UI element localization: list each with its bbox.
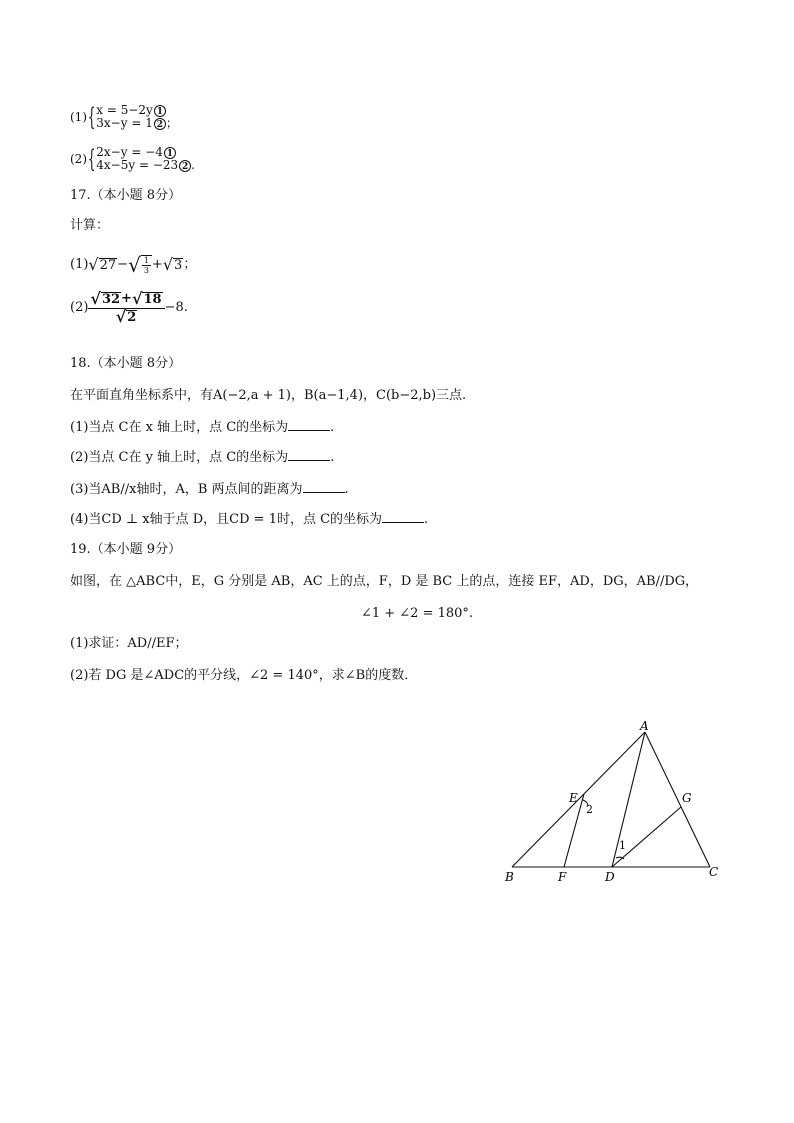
radicand-27: 27 bbox=[99, 258, 117, 273]
q2-tail: −8. bbox=[164, 299, 188, 315]
sqrt-one-third bbox=[128, 254, 152, 276]
system-1-label: (1) bbox=[70, 110, 87, 124]
radical-icon: √ bbox=[88, 255, 99, 274]
triangle-figure bbox=[500, 720, 730, 890]
sys1-tail: ； bbox=[165, 116, 178, 130]
p17-intro: 计算： bbox=[70, 218, 110, 233]
label-d: D bbox=[605, 870, 615, 884]
p18-heading: 18.（本小题 8分） bbox=[70, 356, 182, 371]
period: . bbox=[330, 450, 335, 465]
sys1-eq2: 3x−y = 1 bbox=[96, 116, 153, 130]
radicand-32: 32 bbox=[101, 292, 121, 307]
p17-q2 bbox=[70, 290, 188, 325]
radical-icon: √ bbox=[90, 289, 101, 308]
p18-q2-text: (2)当点 C在 y 轴上时，点 C的坐标为 bbox=[70, 450, 289, 465]
label-angle-2: 2 bbox=[586, 803, 593, 816]
answer-blank bbox=[382, 510, 424, 523]
p18-q2 bbox=[70, 448, 334, 466]
label-f: F bbox=[558, 870, 567, 884]
p17-q1 bbox=[70, 254, 196, 276]
radicand-3: 3 bbox=[174, 258, 183, 273]
label-a: A bbox=[640, 720, 649, 733]
p18-q1-text: (1)当点 C在 x 轴上时，点 C的坐标为 bbox=[70, 420, 289, 435]
fraction-numerator: 1 bbox=[143, 256, 149, 265]
label-c: C bbox=[709, 865, 719, 879]
p19-q1: (1)求证：AD//EF； bbox=[70, 636, 188, 651]
p18-intro: 在平面直角坐标系中，有A(−2,a + 1)，B(a−1,4)，C(b−2,b)三点. bbox=[70, 388, 467, 403]
p17-heading: 17.（本小题 8分） bbox=[70, 188, 182, 203]
label-e: E bbox=[569, 791, 578, 805]
circled-one-icon: 1 bbox=[154, 105, 166, 117]
side-ac bbox=[645, 732, 710, 867]
p18-q4 bbox=[70, 510, 428, 528]
radical-icon: √ bbox=[115, 307, 127, 326]
fraction-denominator: 3 bbox=[143, 266, 149, 275]
circled-two-icon: 2 bbox=[154, 118, 166, 130]
fraction-numerator bbox=[88, 290, 164, 309]
period: . bbox=[424, 512, 429, 527]
period: . bbox=[330, 420, 335, 435]
p18-q4-text: (4)当CD ⊥ x轴于点 D，且CD = 1时，点 C的坐标为 bbox=[70, 512, 383, 527]
sys1-eq1: x = 5−2y bbox=[96, 103, 153, 117]
radical-icon: √ bbox=[131, 289, 143, 308]
p19-q2: (2)若 DG 是∠ADC的平分线，∠2 = 140°，求∠B的度数． bbox=[70, 668, 418, 683]
answer-blank bbox=[288, 418, 330, 431]
minus-sign: − bbox=[117, 257, 129, 272]
sqrt-27 bbox=[88, 257, 117, 273]
label-angle-1: 1 bbox=[619, 839, 626, 852]
q2-label: (2) bbox=[70, 299, 89, 315]
brace-icon: { bbox=[87, 103, 96, 131]
sqrt-3 bbox=[163, 257, 183, 273]
fraction-sqrt bbox=[88, 290, 164, 325]
p18-q3-text: (3)当AB//x轴时，A，B 两点间的距离为 bbox=[70, 482, 303, 497]
brace-icon: { bbox=[87, 145, 96, 173]
label-b: B bbox=[505, 870, 514, 884]
sys2-eq1: 2x−y = −4 bbox=[96, 145, 163, 159]
p19-intro: 如图，在 △ABC中，E，G 分别是 AB，AC 上的点，F，D 是 BC 上的点，连接 EF，AD，DG，AB//DG， bbox=[70, 574, 699, 589]
radical-icon: √ bbox=[162, 255, 174, 274]
plus-sign: + bbox=[151, 257, 163, 272]
angle-1-arc bbox=[616, 857, 624, 859]
segment-ad bbox=[612, 732, 645, 867]
label-g: G bbox=[682, 791, 692, 805]
p18-q1 bbox=[70, 418, 334, 436]
system-1 bbox=[70, 104, 178, 130]
radicand-18: 18 bbox=[143, 292, 162, 307]
system-2 bbox=[70, 146, 195, 172]
answer-blank bbox=[303, 480, 345, 493]
fraction-one-third bbox=[141, 255, 152, 275]
circled-one-icon: 1 bbox=[164, 147, 176, 159]
q1-label: (1) bbox=[70, 257, 89, 272]
plus-sign: + bbox=[121, 291, 132, 306]
fraction-denominator bbox=[116, 309, 138, 325]
radical-icon: √ bbox=[128, 253, 141, 277]
q1-tail: ； bbox=[183, 257, 197, 272]
p19-condition: ∠1 + ∠2 = 180°. bbox=[360, 606, 474, 621]
p18-q3 bbox=[70, 480, 349, 498]
circled-two-icon: 2 bbox=[179, 160, 191, 172]
sys2-tail: . bbox=[191, 158, 195, 172]
answer-blank bbox=[288, 448, 330, 461]
system-2-label: (2) bbox=[70, 152, 87, 166]
p19-heading: 19.（本小题 9分） bbox=[70, 542, 182, 557]
radicand-2: 2 bbox=[127, 310, 137, 325]
period: . bbox=[344, 482, 349, 497]
sys2-eq2: 4x−5y = −23 bbox=[96, 158, 179, 172]
